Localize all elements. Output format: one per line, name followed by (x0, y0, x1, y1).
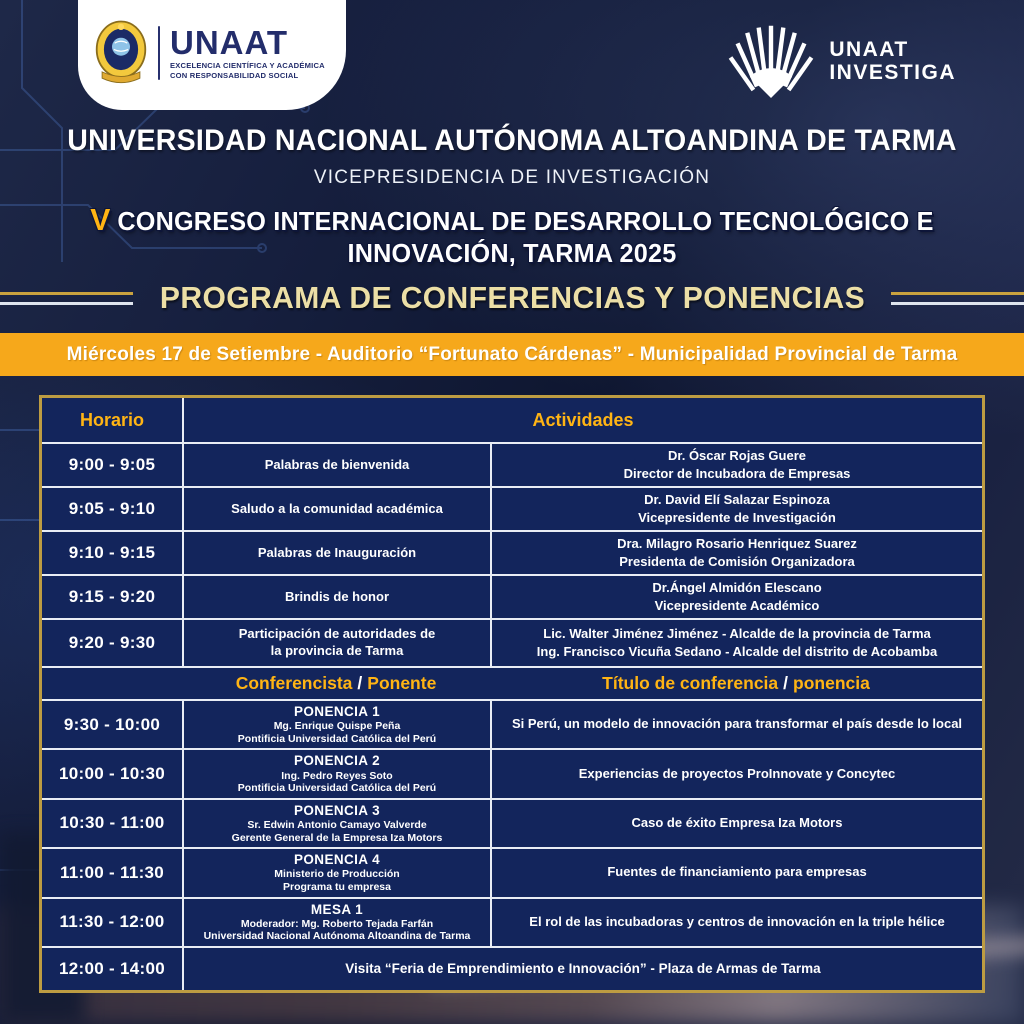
row-time: 9:00 - 9:05 (42, 444, 182, 486)
closing-row (42, 946, 982, 990)
row-role: Presidenta de Comisión Organizadora (619, 554, 855, 569)
table-row (42, 897, 982, 946)
table-header-row (42, 398, 982, 442)
closing-activity: Visita “Feria de Emprendimiento e Innovación” - Plaza de Armas de Tarma (345, 961, 821, 977)
row-person: Dr.Ángel Almidón Elescano (652, 580, 822, 596)
header-actividades: Actividades (182, 398, 982, 442)
talk-label: PONENCIA 2 (293, 753, 380, 769)
investiga-fan-icon (727, 20, 815, 102)
talk-label: PONENCIA 3 (293, 802, 380, 818)
talk-label: PONENCIA 4 (293, 852, 380, 868)
talk-topic: Caso de éxito Empresa Iza Motors (631, 814, 843, 830)
talk-affiliation: Pontificia Universidad Católica del Perú (237, 732, 437, 745)
row-activity: Brindis de honor (285, 588, 389, 604)
table-row (42, 699, 982, 748)
row-role: Vicepresidente de Investigación (638, 510, 836, 525)
table-row (42, 442, 982, 486)
talk-speaker: Sr. Edwin Antonio Camayo Valverde (247, 818, 427, 831)
section-header-speaker: Conferencista / Ponente (182, 668, 490, 699)
vicepresidency-subtitle: VICEPRESIDENCIA DE INVESTIGACIÓN (313, 167, 711, 188)
row-time: 11:00 - 11:30 (42, 849, 182, 896)
talk-label: MESA 1 (310, 901, 364, 917)
row-time: 12:00 - 14:00 (42, 948, 182, 990)
talk-affiliation: Pontificia Universidad Católica del Perú (237, 782, 437, 795)
talk-affiliation: Gerente General de la Empresa Iza Motors (231, 831, 443, 844)
section-header-row (42, 666, 982, 699)
row-person: Lic. Walter Jiménez Jiménez - Alcalde de la provincia de Tarma (543, 626, 931, 642)
talk-topic: El rol de las incubadoras y centros de innovación en la triple hélice (529, 913, 945, 929)
event-banner: Miércoles 17 de Setiembre - Auditorio “Fortunato Cárdenas” - Municipalidad Provincial de Tarma (0, 333, 1024, 376)
row-activity: la provincia de Tarma (270, 643, 404, 658)
program-title: PROGRAMA DE CONFERENCIAS Y PONENCIAS (159, 280, 865, 315)
table-row (42, 530, 982, 574)
row-time: 9:15 - 9:20 (42, 576, 182, 618)
table-row (42, 618, 982, 666)
row-person: Dr. David Elí Salazar Espinoza (644, 492, 830, 508)
congress-title-text: CONGRESO INTERNACIONAL DE DESARROLLO TECNOLÓGICO E INNOVACIÓN, TARMA 2025 (117, 206, 934, 268)
row-activity: Saludo a la comunidad académica (231, 500, 443, 516)
congress-numeral: V (90, 202, 111, 237)
unaat-logo-card (78, 0, 346, 110)
unaat-tagline-2: CON RESPONSABILIDAD SOCIAL (170, 71, 299, 80)
talk-label: PONENCIA 1 (293, 704, 380, 719)
talk-affiliation: Programa tu empresa (283, 880, 391, 893)
unaat-tagline-1: EXCELENCIA CIENTÍFICA Y ACADÉMICA (170, 60, 325, 70)
row-time: 9:30 - 10:00 (42, 701, 182, 748)
row-role: Director de Incubadora de Empresas (623, 466, 851, 481)
row-time: 9:05 - 9:10 (42, 488, 182, 530)
table-row (42, 748, 982, 797)
right-decorative-lines (891, 292, 1024, 305)
table-row (42, 486, 982, 530)
investiga-text-line2: INVESTIGA (829, 61, 956, 84)
table-row (42, 798, 982, 847)
row-time: 10:00 - 10:30 (42, 750, 182, 797)
talk-topic: Si Perú, un modelo de innovación para transformar el país desde lo local (511, 716, 963, 732)
table-row (42, 847, 982, 896)
talk-topic: Experiencias de proyectos ProInnovate y Concytec (578, 765, 896, 781)
row-activity: Palabras de Inauguración (257, 544, 417, 560)
row-role: Vicepresidente Académico (654, 598, 820, 613)
row-activity: Participación de autoridades de (238, 626, 436, 642)
talk-affiliation: Universidad Nacional Autónoma Altoandina de Tarma (203, 930, 471, 943)
congress-title (15, 202, 1008, 269)
row-time: 9:20 - 9:30 (42, 620, 182, 666)
unaat-acronym: UNAAT (170, 24, 289, 62)
row-person: Dra. Milagro Rosario Henriquez Suarez (617, 536, 857, 552)
talk-speaker: Moderador: Mg. Roberto Tejada Farfán (240, 917, 434, 930)
row-time: 11:30 - 12:00 (42, 899, 182, 946)
header-horario: Horario (42, 398, 182, 442)
row-person: Ing. Francisco Vicuña Sedano - Alcalde del distrito de Acobamba (536, 644, 938, 659)
row-time: 9:10 - 9:15 (42, 532, 182, 574)
logo-divider (158, 26, 160, 80)
row-time: 10:30 - 11:00 (42, 800, 182, 847)
schedule-table (39, 395, 985, 993)
unaat-investiga-logo (727, 20, 956, 102)
talk-speaker: Ministerio de Producción (274, 868, 400, 881)
table-row (42, 574, 982, 618)
left-decorative-lines (0, 292, 133, 305)
row-activity: Palabras de bienvenida (264, 456, 410, 472)
university-title: UNIVERSIDAD NACIONAL AUTÓNOMA ALTOANDINA DE TARMA (67, 124, 957, 157)
unaat-crest-icon (94, 18, 148, 88)
talk-speaker: Ing. Pedro Reyes Soto (281, 769, 393, 782)
program-title-row (0, 280, 1024, 316)
talk-topic: Fuentes de financiamiento para empresas (607, 864, 867, 880)
investiga-text-line1: UNAAT (829, 37, 909, 61)
section-header-title: Título de conferencia / ponencia (490, 668, 982, 699)
talk-speaker: Mg. Enrique Quispe Peña (273, 720, 401, 733)
row-person: Dr. Óscar Rojas Guere (667, 448, 806, 464)
